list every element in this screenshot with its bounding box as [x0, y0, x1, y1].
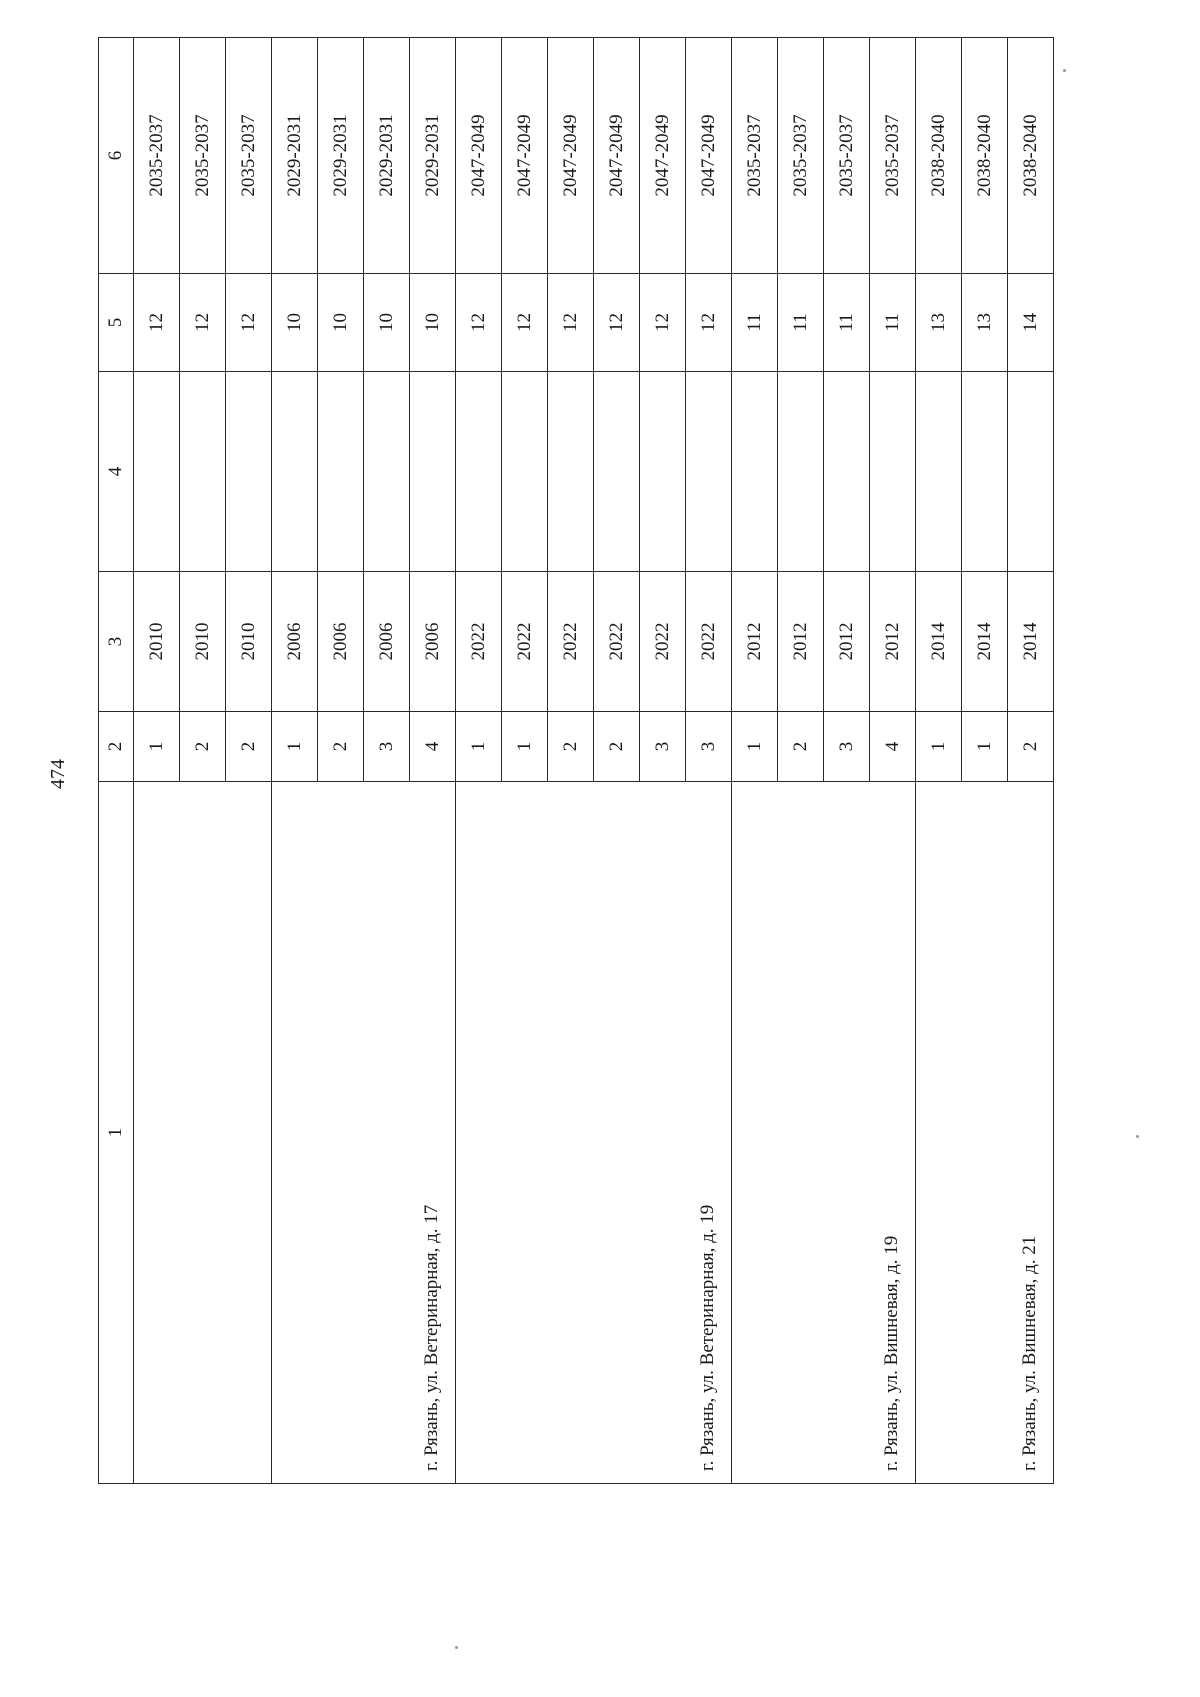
- cell-c4: [686, 372, 732, 572]
- cell-c2: 2: [226, 712, 272, 782]
- cell-c3: 2010: [180, 572, 226, 712]
- cell-c4: [456, 372, 502, 572]
- cell-c4: [1008, 372, 1054, 572]
- cell-c3: 2022: [686, 572, 732, 712]
- cell-c6: 2047-2049: [548, 38, 594, 274]
- cell-c2: 2: [548, 712, 594, 782]
- cell-c3: 2014: [962, 572, 1008, 712]
- scan-speck: [455, 1646, 458, 1649]
- cell-c3: 2010: [134, 572, 180, 712]
- cell-c5: 10: [318, 274, 364, 372]
- cell-c3: 2014: [1008, 572, 1054, 712]
- scan-speck: [1063, 69, 1066, 72]
- cell-c2: 2: [180, 712, 226, 782]
- cell-c2: 3: [686, 712, 732, 782]
- cell-c2: 1: [732, 712, 778, 782]
- cell-c6: 2047-2049: [686, 38, 732, 274]
- table-row: [272, 38, 318, 1484]
- cell-c5: 12: [548, 274, 594, 372]
- table-row: [732, 38, 778, 1484]
- cell-c3: 2022: [456, 572, 502, 712]
- cell-c4: [640, 372, 686, 572]
- cell-c5: 14: [1008, 274, 1054, 372]
- cell-c4: [732, 372, 778, 572]
- cell-c2: 2: [594, 712, 640, 782]
- cell-c5: 10: [272, 274, 318, 372]
- cell-c6: 2035-2037: [226, 38, 272, 274]
- cell-c3: 2010: [226, 572, 272, 712]
- rotated-table-canvas: [98, 38, 1074, 1484]
- header-col-1: 1: [99, 782, 134, 1484]
- cell-c6: 2038-2040: [1008, 38, 1054, 274]
- cell-c3: 2006: [410, 572, 456, 712]
- cell-c3: 2014: [916, 572, 962, 712]
- cell-c3: 2022: [548, 572, 594, 712]
- cell-c6: 2035-2037: [870, 38, 916, 274]
- cell-c5: 11: [870, 274, 916, 372]
- cell-c2: 1: [456, 712, 502, 782]
- cell-c6: 2038-2040: [916, 38, 962, 274]
- cell-c4: [824, 372, 870, 572]
- cell-c3: 2012: [824, 572, 870, 712]
- cell-c5: 13: [962, 274, 1008, 372]
- cell-c6: 2035-2037: [180, 38, 226, 274]
- header-col-6: 6: [99, 38, 134, 274]
- cell-c6: 2047-2049: [594, 38, 640, 274]
- cell-c5: 12: [226, 274, 272, 372]
- cell-c4: [870, 372, 916, 572]
- header-col-2: 2: [99, 712, 134, 782]
- address-cell: г. Рязань, ул. Вишневая, д. 21: [916, 782, 1054, 1484]
- header-col-5: 5: [99, 274, 134, 372]
- cell-c4: [962, 372, 1008, 572]
- cell-c2: 1: [134, 712, 180, 782]
- cell-c5: 12: [640, 274, 686, 372]
- table-row: [134, 38, 180, 1484]
- cell-c6: 2035-2037: [732, 38, 778, 274]
- cell-c5: 11: [732, 274, 778, 372]
- cell-c4: [548, 372, 594, 572]
- cell-c4: [272, 372, 318, 572]
- cell-c6: 2029-2031: [410, 38, 456, 274]
- cell-c6: 2038-2040: [962, 38, 1008, 274]
- cell-c4: [364, 372, 410, 572]
- address-cell: г. Рязань, ул. Ветеринарная, д. 19: [456, 782, 732, 1484]
- cell-c5: 12: [594, 274, 640, 372]
- cell-c6: 2035-2037: [778, 38, 824, 274]
- cell-c2: 2: [1008, 712, 1054, 782]
- cell-c3: 2006: [318, 572, 364, 712]
- cell-c3: 2022: [502, 572, 548, 712]
- cell-c2: 1: [962, 712, 1008, 782]
- cell-c4: [134, 372, 180, 572]
- cell-c2: 2: [778, 712, 824, 782]
- cell-c5: 12: [134, 274, 180, 372]
- cell-c2: 3: [364, 712, 410, 782]
- cell-c6: 2047-2049: [502, 38, 548, 274]
- cell-c3: 2006: [364, 572, 410, 712]
- table-row: [456, 38, 502, 1484]
- cell-c3: 2022: [594, 572, 640, 712]
- header-row: [99, 38, 134, 1484]
- table-row: [916, 38, 962, 1484]
- page-number: 474: [47, 759, 69, 789]
- address-cell: г. Рязань, ул. Ветеринарная, д. 17: [272, 782, 456, 1484]
- cell-c2: 4: [870, 712, 916, 782]
- cell-c4: [594, 372, 640, 572]
- cell-c5: 12: [180, 274, 226, 372]
- cell-c2: 1: [916, 712, 962, 782]
- cell-c6: 2029-2031: [364, 38, 410, 274]
- table-body: [134, 38, 1054, 1484]
- cell-c5: 12: [456, 274, 502, 372]
- cell-c4: [916, 372, 962, 572]
- header-col-3: 3: [99, 572, 134, 712]
- cell-c6: 2029-2031: [272, 38, 318, 274]
- cell-c6: 2047-2049: [456, 38, 502, 274]
- scan-speck: [1136, 1135, 1139, 1138]
- cell-c2: 1: [272, 712, 318, 782]
- cell-c5: 12: [502, 274, 548, 372]
- cell-c4: [410, 372, 456, 572]
- cell-c6: 2035-2037: [134, 38, 180, 274]
- cell-c5: 10: [364, 274, 410, 372]
- cell-c6: 2047-2049: [640, 38, 686, 274]
- cell-c3: 2022: [640, 572, 686, 712]
- cell-c6: 2035-2037: [824, 38, 870, 274]
- header-col-4: 4: [99, 372, 134, 572]
- cell-c3: 2006: [272, 572, 318, 712]
- address-cell: г. Рязань, ул. Вишневая, д. 19: [732, 782, 916, 1484]
- cell-c3: 2012: [778, 572, 824, 712]
- cell-c4: [318, 372, 364, 572]
- table-header: [99, 38, 134, 1484]
- cell-c5: 13: [916, 274, 962, 372]
- cell-c5: 12: [686, 274, 732, 372]
- cell-c5: 11: [824, 274, 870, 372]
- cell-c2: 2: [318, 712, 364, 782]
- cell-c4: [502, 372, 548, 572]
- cell-c5: 10: [410, 274, 456, 372]
- cell-c2: 4: [410, 712, 456, 782]
- cell-c4: [778, 372, 824, 572]
- cell-c3: 2012: [870, 572, 916, 712]
- cell-c2: 3: [640, 712, 686, 782]
- cell-c5: 11: [778, 274, 824, 372]
- schedule-table: [98, 37, 1054, 1484]
- address-cell: [134, 782, 272, 1484]
- cell-c4: [180, 372, 226, 572]
- cell-c6: 2029-2031: [318, 38, 364, 274]
- cell-c2: 3: [824, 712, 870, 782]
- cell-c4: [226, 372, 272, 572]
- cell-c3: 2012: [732, 572, 778, 712]
- cell-c2: 1: [502, 712, 548, 782]
